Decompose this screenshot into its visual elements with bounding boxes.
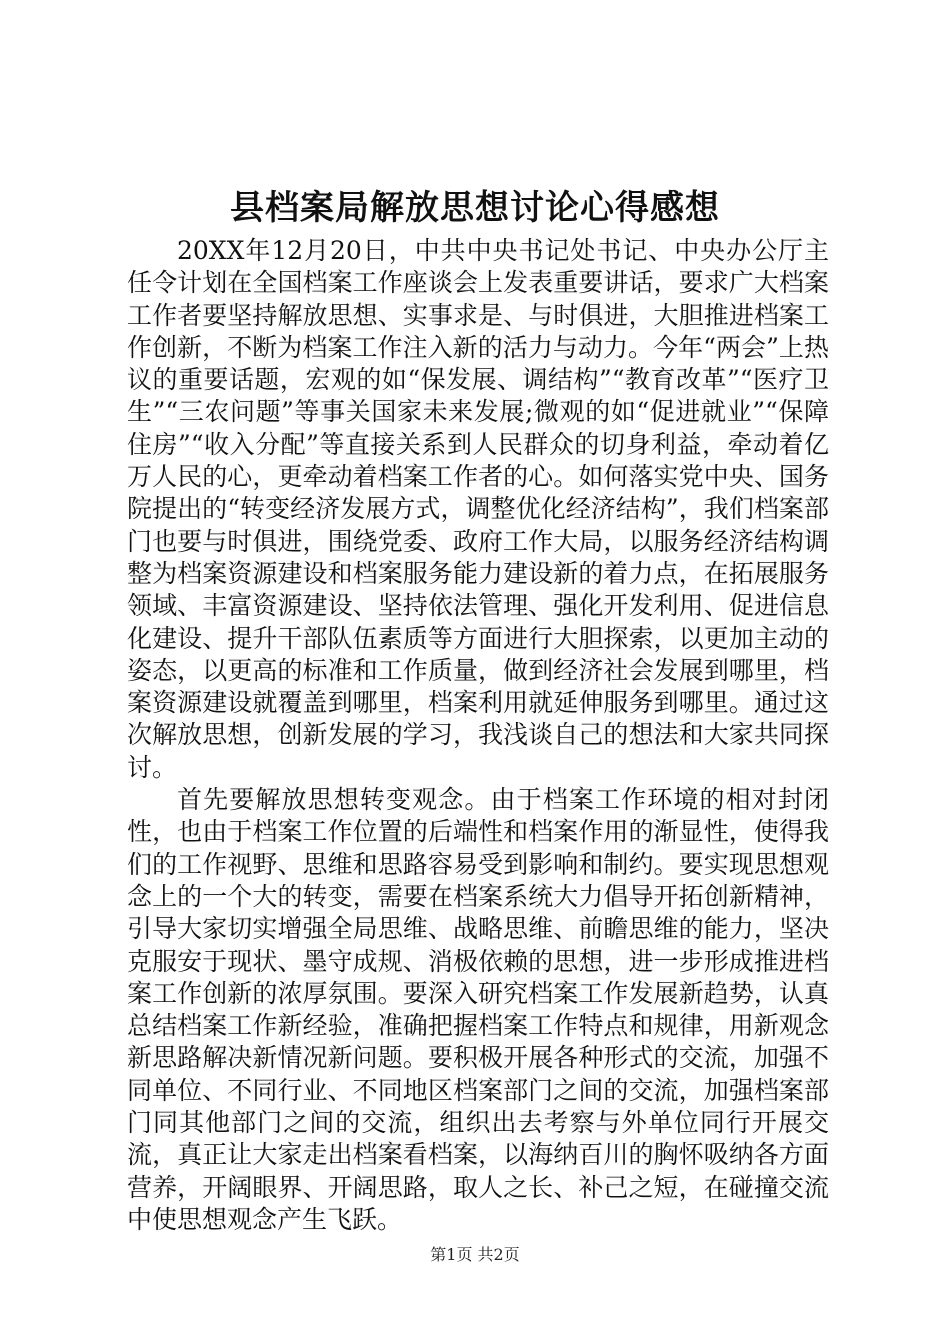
document-title: 县档案局解放思想讨论心得感想 — [230, 188, 720, 228]
document-body — [127, 235, 829, 1236]
paragraph-1: 20XX年12月20日，中共中央书记处书记、中央办公厅主任令计划在全国档案工作座谈会上发表重要讲话，要求广大档案工作者要坚持解放思想、实事求是、与时俱进，大胆推进档案工作创新，不断为档案工作注入新的活力与动力。今年“两会”上热议的重要话题，宏观的如“保发展、调结构”“教育改革”“医疗卫生”“三农问题”等事关国家未来发展;微观的如“促进就业”“保障住房”“收入分配”等直接关系到人民群众的切身利益，牵动着亿万人民的心，更牵动着档案工作者的心。如何落实党中央、国务院提出的“转变经济发展方式，调整优化经济结构”，我们档案部门也要与时俱进，围绕党委、政府工作大局，以服务经济结构调整为档案资源建设和档案服务能力建设新的着力点，在拓展服务领域、丰富资源建设、坚持依法管理、强化开发利用、促进信息化建设、提升干部队伍素质等方面进行大胆探索，以更加主动的姿态，以更高的标准和工作质量，做到经济社会发展到哪里，档案资源建设就覆盖到哪里，档案利用就延伸服务到哪里。通过这次解放思想，创新发展的学习，我浅谈自己的想法和大家共同探讨。 — [127, 236, 829, 782]
page-number-footer: 第1页 共2页 — [430, 1245, 520, 1264]
paragraph-2: 首先要解放思想转变观念。由于档案工作环境的相对封闭性，也由于档案工作位置的后端性和档案作用的渐显性，使得我们的工作视野、思维和思路容易受到影响和制约。要实现思想观念上的一个大的转变，需要在档案系统大力倡导开拓创新精神，引导大家切实增强全局思维、战略思维、前瞻思维的能力，坚决克服安于现状、墨守成规、消极依赖的思想，进一步形成推进档案工作创新的浓厚氛围。要深入研究档案工作发展新趋势，认真总结档案工作新经验，准确把握档案工作特点和规律，用新观念新思路解决新情况新问题。要积极开展各种形式的交流，加强不同单位、不同行业、不同地区档案部门之间的交流，加强档案部门同其他部门之间的交流，组织出去考察与外单位同行开展交流，真正让大家走出档案看档案，以海纳百川的胸怀吸纳各方面营养，开阔眼界、开阔思路，取人之长、补己之短，在碰撞交流中使思想观念产生飞跃。 — [127, 785, 829, 1234]
